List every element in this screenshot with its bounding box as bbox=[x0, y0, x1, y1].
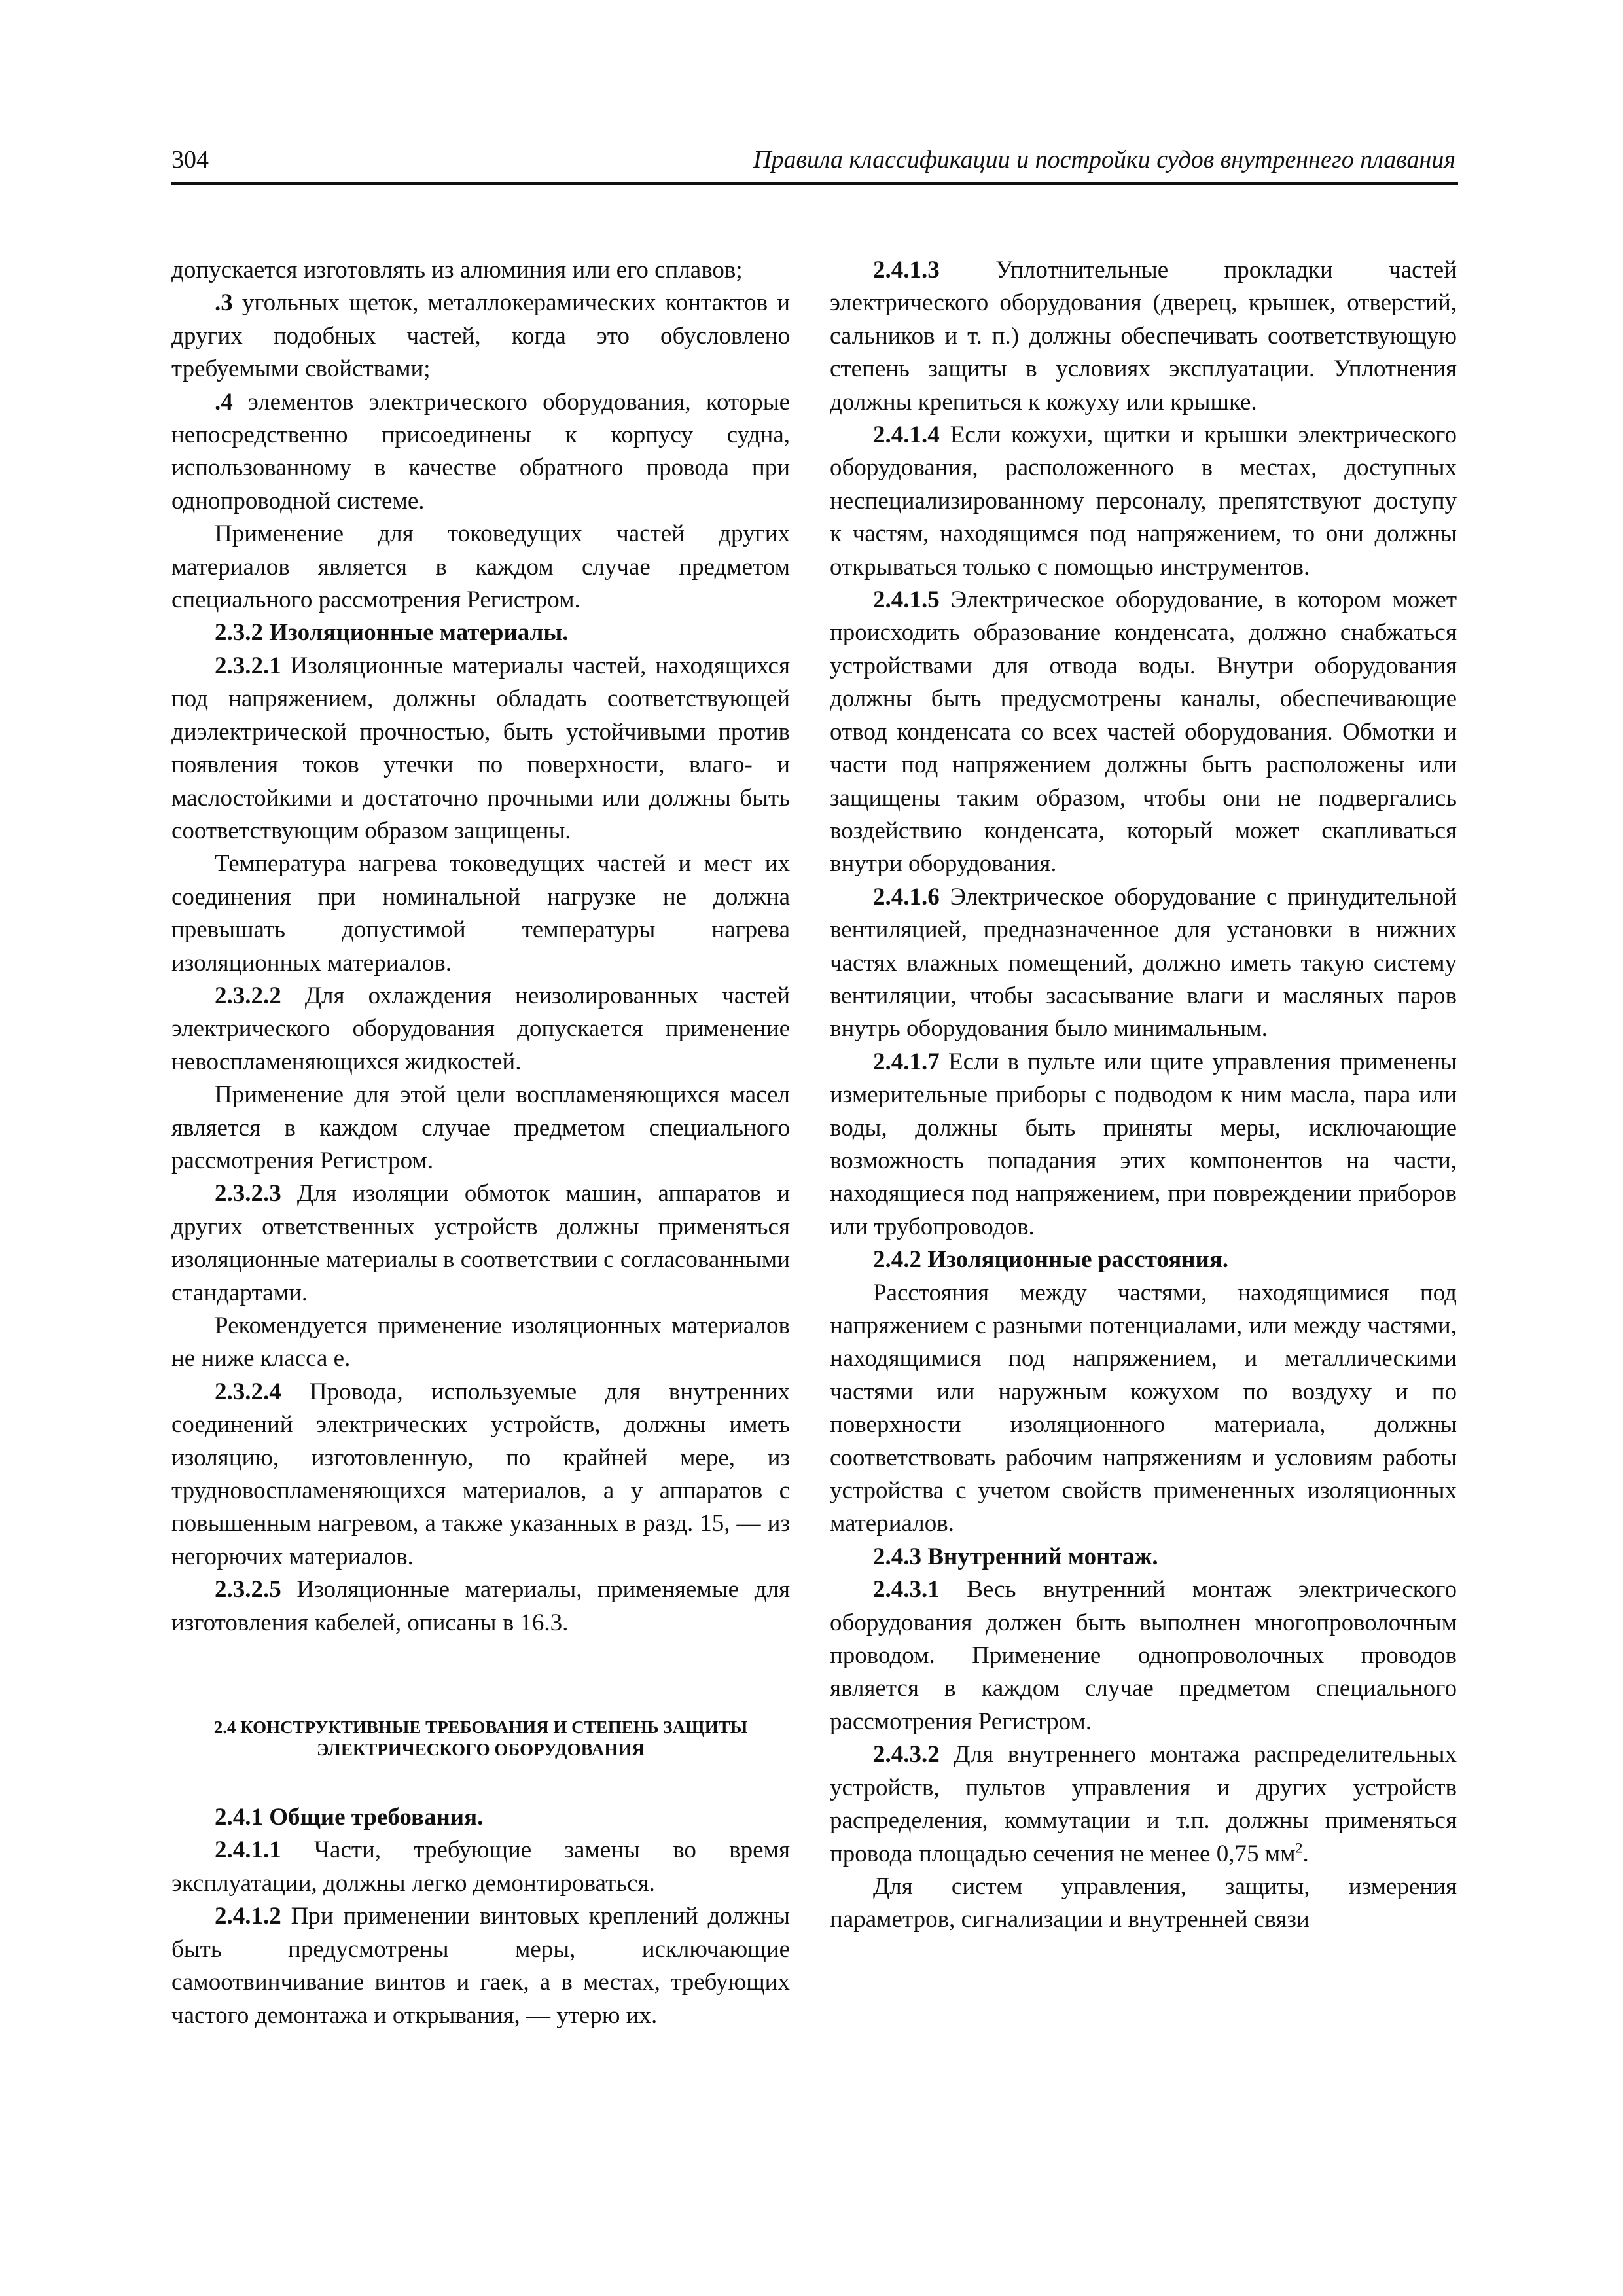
clause-number: 2.4.3.2 bbox=[873, 1741, 940, 1768]
clause bbox=[830, 881, 1457, 1046]
clause bbox=[171, 1376, 790, 1573]
item-number: .4 bbox=[215, 388, 233, 416]
paragraph: допускается изготовлять из алюминия или его сплавов; bbox=[171, 257, 743, 283]
clause-number: 2.3.2.5 bbox=[215, 1576, 281, 1604]
clause bbox=[830, 254, 1457, 419]
superscript: 2 bbox=[1295, 1839, 1303, 1856]
item-number: .3 bbox=[215, 289, 233, 317]
clause bbox=[171, 1834, 790, 1900]
clause-text: Для изоляции обмоток машин, аппаратов и других ответственных устройств должны применяться изоляционные материалы в соответствии с согласованными стандартами. bbox=[171, 1180, 790, 1306]
paragraph: Применение для токоведущих частей других материалов является в каждом случае предметом специального рассмотрения Регистром. bbox=[171, 520, 790, 614]
item-text: угольных щеток, металлокерамических контактов и других подобных частей, когда это обусловлено требуемыми свойствами; bbox=[171, 289, 790, 383]
paragraph: Для систем управления, защиты, измерения параметров, сигнализации и внутренней связи bbox=[830, 1873, 1457, 1933]
right-column bbox=[830, 254, 1457, 1937]
clause-text: Для внутреннего монтажа распределительных устройств, пультов управления и других устройств распределения, коммутации и т.п. должны применяться провода площадью сечения не менее 0,75 мм bbox=[830, 1741, 1457, 1867]
paragraph: Применение для этой цели воспламеняющихся масел является в каждом случае предметом специального рассмотрения Регистром. bbox=[171, 1081, 790, 1174]
clause-number: 2.4.1.2 bbox=[215, 1903, 281, 1930]
clause bbox=[830, 419, 1457, 584]
clause-text: Провода, используемые для внутренних соединений электрических устройств, должны иметь изоляцию, изготовленную, по крайней мере, из трудновоспламеняющихся материалов, а у аппаратов с повышенным нагревом, а также указанных в разд. 15, — из негорючих материалов. bbox=[171, 1378, 790, 1570]
item-text: элементов электрического оборудования, которые непосредственно присоединены к корпусу судна, использованному в качестве обратного провода при однопроводной системе. bbox=[171, 388, 790, 514]
clause-number: 2.3.2.4 bbox=[215, 1378, 281, 1405]
clause-number: 2.4.1.6 bbox=[873, 883, 940, 910]
clause bbox=[830, 1573, 1457, 1738]
subsection-heading: 2.4.2 Изоляционные расстояния. bbox=[873, 1246, 1229, 1274]
clause-number: 2.4.1.5 bbox=[873, 586, 940, 614]
clause-number: 2.4.1.7 bbox=[873, 1048, 940, 1075]
clause bbox=[171, 650, 790, 848]
clause-number: 2.3.2.2 bbox=[215, 982, 281, 1009]
list-item bbox=[171, 287, 790, 386]
clause-number: 2.4.1.1 bbox=[215, 1837, 281, 1864]
clause-text: Электрическое оборудование, в котором может происходить образование конденсата, должно снабжаться устройствами для отвода воды. Внутри оборудования должны быть предусмотрены каналы, обеспечивающие отвод конденсата со всех частей оборудования. Обмотки и части под напряжением должны быть расположены или защищены таким образом, чтобы они не подвергались воздействию конденсата, который может скапливаться внутри оборудования. bbox=[830, 586, 1457, 878]
clause-number: 2.3.2.3 bbox=[215, 1180, 281, 1208]
subsection-heading: 2.3.2 Изоляционные материалы. bbox=[215, 619, 569, 647]
clause bbox=[830, 1738, 1457, 1871]
paragraph: Температура нагрева токоведущих частей и мест их соединения при номинальной нагрузке не должна превышать допустимой температуры нагрева изоляционных материалов. bbox=[171, 850, 790, 977]
running-title: Правила классификации и постройки судов внутреннего плавания bbox=[753, 146, 1455, 173]
list-item bbox=[171, 386, 790, 518]
paragraph: Рекомендуется применение изоляционных материалов не ниже класса е. bbox=[171, 1312, 790, 1372]
clause-text: Части, требующие замены во время эксплуатации, должны легко демонтироваться. bbox=[171, 1837, 790, 1897]
page-number: 304 bbox=[171, 146, 209, 173]
clause-text: Изоляционные материалы частей, находящихся под напряжением, должны обладать соответствующей диэлектрической прочностью, быть устойчивыми против появления токов утечки по поверхности, влаго- и маслостойкими и достаточно прочными или должны быть соответствующим образом защищены. bbox=[171, 652, 790, 844]
clause bbox=[171, 1573, 790, 1640]
clause-text: Изоляционные материалы, применяемые для изготовления кабелей, описаны в 16.3. bbox=[171, 1576, 790, 1636]
clause-text: Если в пульте или щите управления применены измерительные приборы с подводом к ним масла, пара или воды, должны быть приняты меры, исключающие возможность попадания этих компонентов на части, находящиеся под напряжением, при повреждении приборов или трубопроводов. bbox=[830, 1048, 1457, 1240]
clause-text: Если кожухи, щитки и крышки электрического оборудования, расположенного в местах, доступных неспециализированному персоналу, препятствуют доступу к частям, находящимся под напряжением, то они должны открываться только с помощью инструментов. bbox=[830, 422, 1457, 581]
clause-number: 2.3.2.1 bbox=[215, 652, 281, 679]
clause bbox=[171, 1177, 790, 1310]
clause-text: При применении винтовых креплений должны быть предусмотрены меры, исключающие самоотвинчивание винтов и гаек, а в местах, требующих частого демонтажа и открывания, — утерю их. bbox=[171, 1903, 790, 2029]
clause-text: Электрическое оборудование с принудительной вентиляцией, предназначенное для установки в нижних частях влажных помещений, должно иметь такую систему вентиляции, чтобы засасывание влаги и масляных паров внутрь оборудования было минимальным. bbox=[830, 883, 1457, 1043]
clause-text: Для охлаждения неизолированных частей электрического оборудования допускается применение невоспламеняющихся жидкостей. bbox=[171, 982, 790, 1075]
clause bbox=[830, 1046, 1457, 1244]
page-header bbox=[171, 141, 1458, 185]
clause-text: Весь внутренний монтаж электрического оборудования должен быть выполнен многопроволочным проводом. Применение однопроволочных проводов является в каждом случае предметом специального рассмотрения Регистром. bbox=[830, 1576, 1457, 1735]
section-title: 2.4 КОНСТРУКТИВНЫЕ ТРЕБОВАНИЯ И СТЕПЕНЬ ЗАЩИТЫ ЭЛЕКТРИЧЕСКОГО ОБОРУДОВАНИЯ bbox=[213, 1717, 748, 1760]
subsection-heading: 2.4.3 Внутренний монтаж. bbox=[873, 1543, 1158, 1570]
clause bbox=[171, 1900, 790, 2032]
clause-number: 2.4.1.4 bbox=[873, 422, 940, 449]
clause bbox=[171, 980, 790, 1079]
subsection-heading: 2.4.1 Общие требования. bbox=[215, 1804, 484, 1831]
clause-number: 2.4.3.1 bbox=[873, 1576, 940, 1604]
left-column bbox=[171, 254, 790, 2032]
paragraph: Расстояния между частями, находящимися под напряжением с разными потенциалами, или между частями, находящимися под напряжением, и металлическими частями или наружным кожухом по воздуху и по поверхности изоляционного материала, должны соответствовать рабочим напряжениям и условиям работы устройства с учетом свойств примененных изоляционных материалов. bbox=[830, 1279, 1457, 1537]
clause bbox=[830, 584, 1457, 881]
clause-text: Уплотнительные прокладки частей электрического оборудования (дверец, крышек, отверстий, сальников и т. п.) должны обеспечивать соответствующую степень защиты в условиях эксплуатации. Уплотнения должны крепиться к кожуху или крышке. bbox=[830, 257, 1457, 416]
clause-end: . bbox=[1302, 1840, 1309, 1867]
clause-number: 2.4.1.3 bbox=[873, 257, 940, 283]
